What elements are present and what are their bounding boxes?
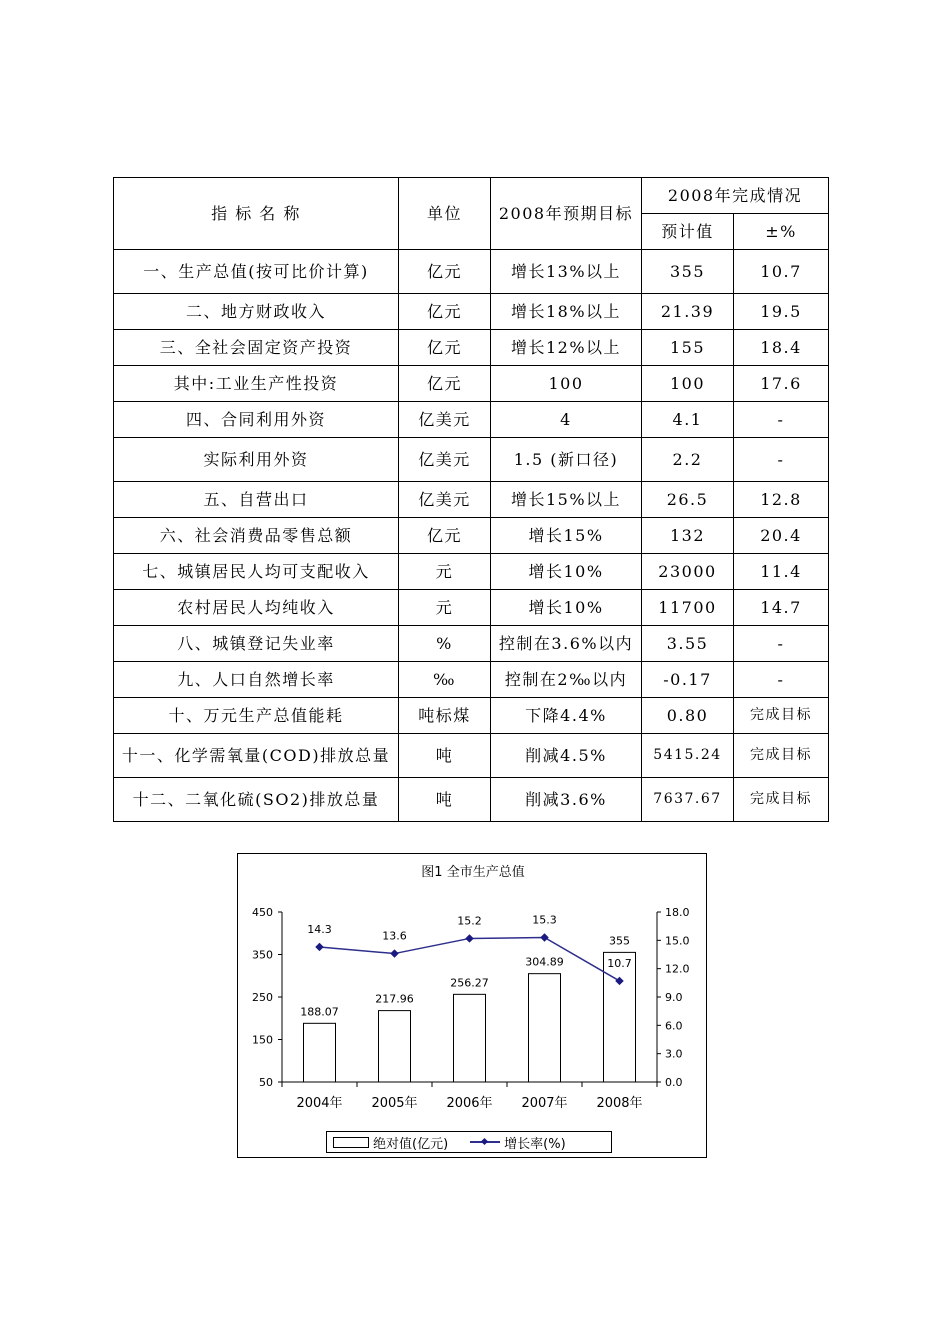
cell-pct: 18.4: [734, 330, 829, 366]
bar-value-label: 217.96: [375, 992, 414, 1006]
legend-line-label: 增长率(%): [504, 1136, 566, 1152]
cell-pct: 17.6: [734, 366, 829, 402]
gdp-chart: [237, 853, 707, 1158]
line-value-label: 13.6: [382, 929, 407, 943]
cell-est: 100: [642, 366, 734, 402]
cell-est: 26.5: [642, 482, 734, 518]
cell-name: 一、生产总值(按可比价计算): [114, 250, 399, 294]
cell-name: 十、万元生产总值能耗: [114, 698, 399, 734]
table-header-row: [114, 178, 829, 214]
table-row: [114, 518, 829, 554]
x-category-label: 2005年: [371, 1096, 418, 1111]
cell-unit: 亿元: [399, 518, 491, 554]
cell-pct: 12.8: [734, 482, 829, 518]
cell-unit: ‰: [399, 662, 491, 698]
cell-name: 八、城镇登记失业率: [114, 626, 399, 662]
bar: [604, 952, 636, 1082]
cell-est: 2.2: [642, 438, 734, 482]
cell-est: 21.39: [642, 294, 734, 330]
cell-unit: 吨标煤: [399, 698, 491, 734]
cell-name: 实际利用外资: [114, 438, 399, 482]
table-row: [114, 402, 829, 438]
line-value-label: 15.2: [457, 914, 482, 928]
cell-target: 控制在3.6%以内: [491, 626, 642, 662]
table-row: [114, 626, 829, 662]
cell-unit: 亿美元: [399, 402, 491, 438]
cell-target: 增长15%: [491, 518, 642, 554]
legend-bar-swatch: [333, 1137, 369, 1148]
header-pct: ±%: [734, 214, 829, 250]
bar: [454, 994, 486, 1082]
cell-target: 增长18%以上: [491, 294, 642, 330]
cell-pct: 10.7: [734, 250, 829, 294]
y-right-tick-label: 9.0: [665, 991, 683, 1004]
cell-unit: 亿美元: [399, 482, 491, 518]
chart-title: 图1 全市生产总值: [421, 865, 525, 880]
line-point: [540, 933, 548, 941]
cell-target: 削减3.6%: [491, 778, 642, 822]
table-row: [114, 250, 829, 294]
bar: [304, 1023, 336, 1082]
cell-name: 其中:工业生产性投资: [114, 366, 399, 402]
cell-unit: 元: [399, 590, 491, 626]
header-unit: 单位: [399, 178, 491, 250]
cell-name: 四、合同利用外资: [114, 402, 399, 438]
cell-name: 五、自营出口: [114, 482, 399, 518]
cell-est: 3.55: [642, 626, 734, 662]
cell-unit: 亿元: [399, 250, 491, 294]
table-row: [114, 734, 829, 778]
growth-rate-line: [320, 938, 620, 981]
cell-est: -0.17: [642, 662, 734, 698]
line-value-label: 10.7: [607, 956, 632, 970]
cell-unit: 亿元: [399, 330, 491, 366]
table-row: [114, 590, 829, 626]
x-category-label: 2007年: [521, 1096, 568, 1111]
bar: [529, 974, 561, 1082]
cell-name: 九、人口自然增长率: [114, 662, 399, 698]
cell-unit: 亿美元: [399, 438, 491, 482]
legend-item-bars: [333, 1133, 448, 1152]
y-right-tick-label: 15.0: [665, 934, 690, 948]
bar-value-label: 355: [609, 934, 630, 948]
y-left-tick-label: 250: [252, 991, 273, 1004]
cell-pct: 20.4: [734, 518, 829, 554]
cell-pct: -: [734, 438, 829, 482]
cell-pct: 完成目标: [734, 778, 829, 822]
cell-target: 1.5 (新口径): [491, 438, 642, 482]
cell-target: 削减4.5%: [491, 734, 642, 778]
cell-target: 增长13%以上: [491, 250, 642, 294]
chart-legend: [326, 1131, 612, 1153]
line-value-label: 14.3: [307, 922, 332, 936]
table-row: [114, 366, 829, 402]
cell-pct: 完成目标: [734, 698, 829, 734]
y-right-tick-label: 6.0: [665, 1019, 683, 1033]
bar: [379, 1011, 411, 1082]
y-right-tick-label: 12.0: [665, 962, 690, 976]
table-row: [114, 294, 829, 330]
cell-unit: 吨: [399, 778, 491, 822]
cell-name: 农村居民人均纯收入: [114, 590, 399, 626]
header-target: 2008年预期目标: [491, 178, 642, 250]
legend-line-swatch: [470, 1137, 500, 1147]
header-name: 指 标 名 称: [114, 178, 399, 250]
y-left-tick-label: 50: [259, 1076, 273, 1089]
cell-target: 增长10%: [491, 554, 642, 590]
line-point: [465, 934, 473, 942]
table-row: [114, 330, 829, 366]
cell-name: 十二、二氧化硫(SO2)排放总量: [114, 778, 399, 822]
line-point: [315, 943, 323, 951]
table-row: [114, 662, 829, 698]
table-row: [114, 438, 829, 482]
cell-est: 11700: [642, 590, 734, 626]
cell-target: 增长10%: [491, 590, 642, 626]
cell-unit: %: [399, 626, 491, 662]
legend-bars-label: 绝对值(亿元): [373, 1136, 449, 1152]
cell-est: 5415.24: [642, 734, 734, 778]
x-category-label: 2006年: [446, 1096, 493, 1111]
y-left-tick-label: 450: [252, 906, 273, 919]
y-right-tick-label: 0.0: [665, 1076, 683, 1089]
cell-pct: 11.4: [734, 554, 829, 590]
cell-pct: -: [734, 626, 829, 662]
cell-target: 增长12%以上: [491, 330, 642, 366]
cell-pct: -: [734, 662, 829, 698]
cell-name: 三、全社会固定资产投资: [114, 330, 399, 366]
cell-unit: 吨: [399, 734, 491, 778]
cell-target: 100: [491, 366, 642, 402]
cell-unit: 亿元: [399, 294, 491, 330]
cell-pct: 19.5: [734, 294, 829, 330]
cell-name: 二、地方财政收入: [114, 294, 399, 330]
cell-target: 控制在2‰以内: [491, 662, 642, 698]
cell-est: 132: [642, 518, 734, 554]
header-done: 2008年完成情况: [642, 178, 829, 214]
y-right-tick-label: 18.0: [665, 906, 690, 919]
y-left-tick-label: 150: [252, 1033, 273, 1047]
header-est: 预计值: [642, 214, 734, 250]
cell-est: 355: [642, 250, 734, 294]
cell-est: 4.1: [642, 402, 734, 438]
cell-unit: 元: [399, 554, 491, 590]
cell-name: 七、城镇居民人均可支配收入: [114, 554, 399, 590]
bar-value-label: 304.89: [525, 955, 564, 969]
cell-name: 六、社会消费品零售总额: [114, 518, 399, 554]
table-row: [114, 554, 829, 590]
bar-value-label: 256.27: [450, 976, 489, 990]
indicator-table: [113, 177, 829, 822]
table-row: [114, 698, 829, 734]
cell-est: 7637.67: [642, 778, 734, 822]
cell-name: 十一、化学需氧量(COD)排放总量: [114, 734, 399, 778]
cell-target: 4: [491, 402, 642, 438]
y-right-tick-label: 3.0: [665, 1047, 683, 1061]
cell-est: 0.80: [642, 698, 734, 734]
x-category-label: 2004年: [296, 1096, 343, 1111]
cell-pct: 完成目标: [734, 734, 829, 778]
table-row: [114, 778, 829, 822]
cell-pct: -: [734, 402, 829, 438]
cell-target: 下降4.4%: [491, 698, 642, 734]
line-point: [390, 949, 398, 957]
legend-item-line: [470, 1133, 566, 1152]
table-row: [114, 482, 829, 518]
bar-value-label: 188.07: [300, 1005, 339, 1019]
cell-est: 155: [642, 330, 734, 366]
cell-est: 23000: [642, 554, 734, 590]
cell-target: 增长15%以上: [491, 482, 642, 518]
cell-unit: 亿元: [399, 366, 491, 402]
y-left-tick-label: 350: [252, 948, 273, 962]
gdp-chart-svg: [238, 854, 708, 1159]
x-category-label: 2008年: [596, 1096, 643, 1111]
cell-pct: 14.7: [734, 590, 829, 626]
line-value-label: 15.3: [532, 913, 557, 927]
